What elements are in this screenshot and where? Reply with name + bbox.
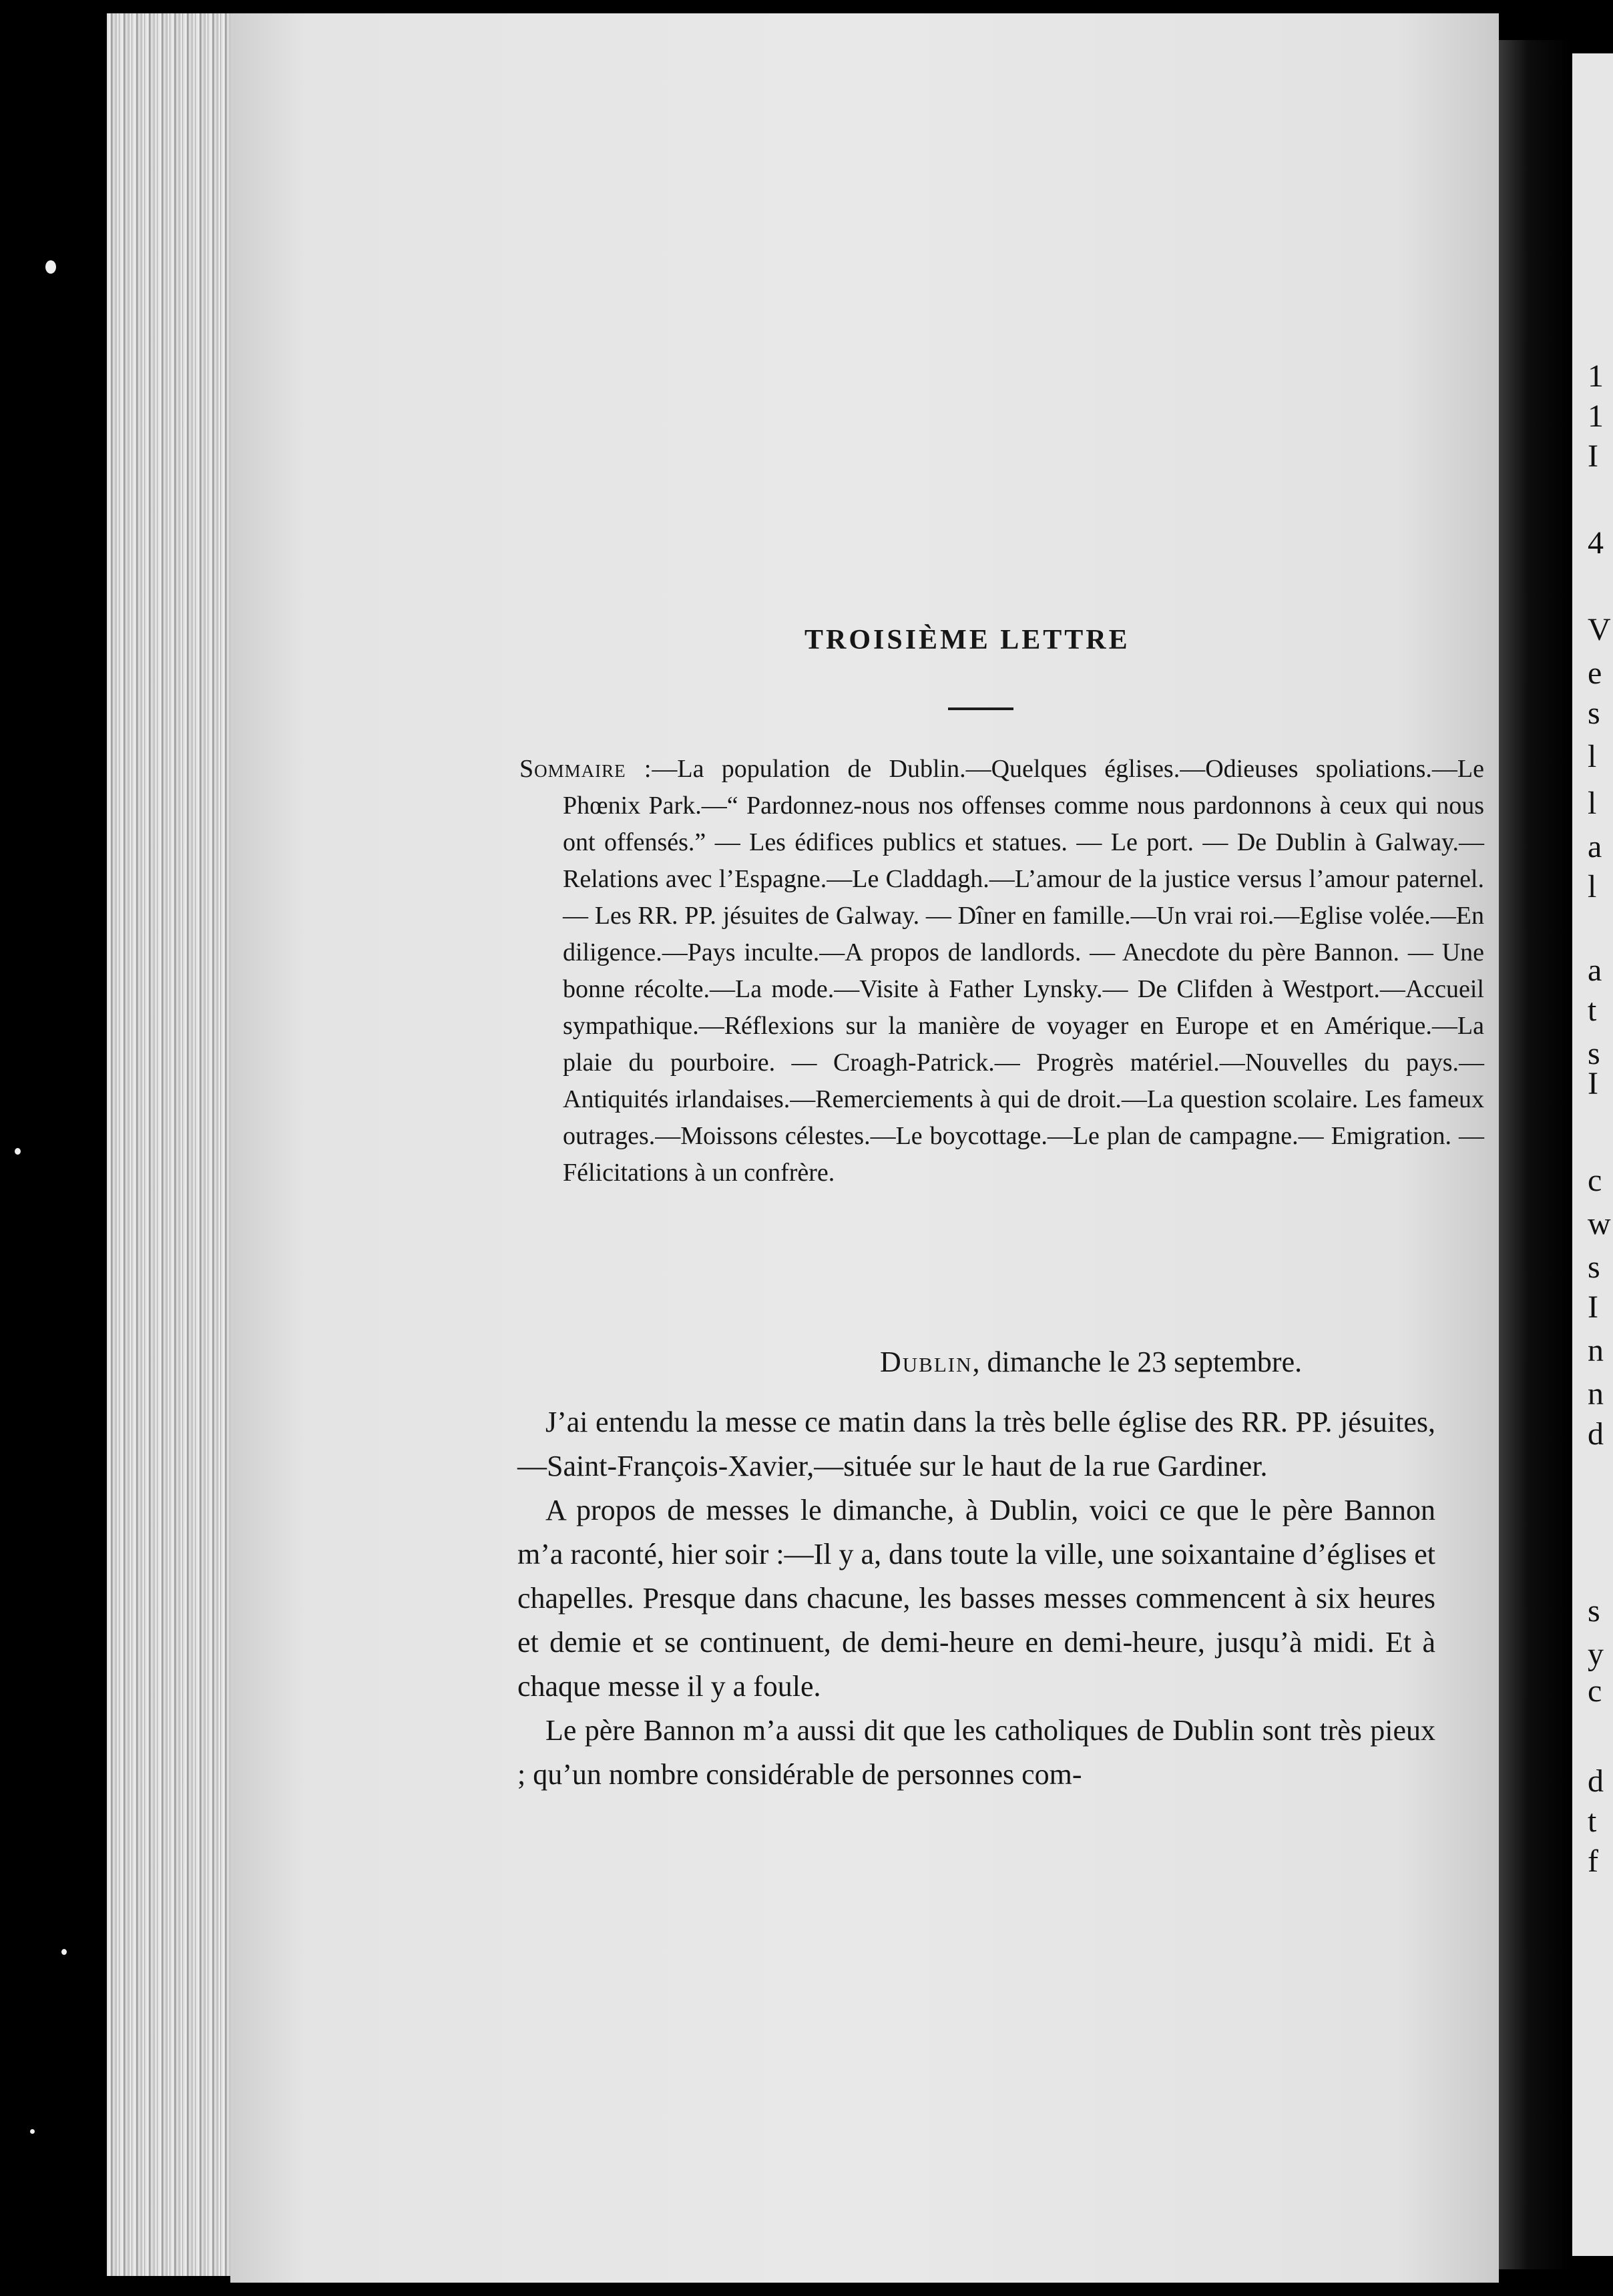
next-page-glyph: y — [1588, 1637, 1604, 1672]
next-page-glyph: e — [1588, 655, 1602, 691]
next-page-glyph: s — [1588, 1593, 1600, 1629]
next-page-glyph: a — [1588, 952, 1602, 988]
next-page-glyph: c — [1588, 1673, 1602, 1709]
next-page-glyph: l — [1588, 739, 1597, 774]
next-page-glyph: s — [1588, 695, 1600, 731]
summary-text: —La population de Dublin.—Quelques églises.—Odieuses spoliations.—Le Phœnix Park.—“ Pardonnez-nous nos offenses comme nous pardonnons à ceux qui nous ont offensés.” — Les édifices publics et statues. — Le port. — De Dublin à Galway.—Relations avec l’Espagne.—Le Claddagh.—L’amour de la justice versus l’amour paternel.— Les RR. PP. jésuites de Galway. — Dîner en famille.—Un vrai roi.—Eglise volée.—En diligence.—Pays inculte.—A propos de landlords. — Anecdote du père Bannon. — Une bonne récolte.—La mode.—Visite à Father Lynsky.— De Clifden à Westport.—Accueil sympathique.—Réflexions sur la manière de voyager en Europe et en Amérique.—La plaie du pourboire. — Croagh-Patrick.— Progrès matériel.—Nouvelles du pays.—Antiquités irlandaises.—Remerciements à qui de droit.—La question scolaire. Les fameux outrages.—Moissons célestes.—Le boycottage.—Le plan de campagne.— Emigration. —Félicitations à un confrère. — [563, 755, 1484, 1187]
next-page-glyph: t — [1588, 1803, 1597, 1839]
next-page-glyph: 4 — [1588, 525, 1604, 561]
body-paragraph: Le père Bannon m’a aussi dit que les catholiques de Dublin sont très pieux ; qu’un nombre considérable de personnes com- — [517, 1714, 1435, 1791]
summary-label: Sommaire : — [519, 755, 652, 783]
dust-speck — [45, 260, 56, 274]
next-page-glyph: 1 — [1588, 398, 1604, 434]
dateline-city: Dublin — [880, 1346, 973, 1378]
next-page-glyph: l — [1588, 786, 1597, 821]
next-page-glyph: I — [1588, 439, 1598, 474]
letter-body — [517, 1400, 1435, 1797]
body-paragraph: A propos de messes le dimanche, à Dublin, voici ce que le père Bannon m’a raconté, hier soir :—Il y a, dans toute la ville, une soixantaine d’églises et chapelles. Presque dans chacune, les basses messes commencent à six heures et demie et se continuent, de demi-heure en demi-heure, jusqu’à midi. Et à chaque messe il y a foule. — [517, 1494, 1435, 1703]
next-page-glyph: d — [1588, 1416, 1604, 1452]
next-page-glyph: d — [1588, 1763, 1604, 1799]
next-page-glyph: n — [1588, 1333, 1604, 1368]
next-page-glyph: V — [1588, 612, 1611, 647]
next-page-glyph: s — [1588, 1249, 1600, 1285]
chapter-summary — [519, 751, 1484, 1191]
dust-speck — [30, 2129, 35, 2134]
next-page-glyph: t — [1588, 992, 1597, 1028]
next-page-glyph: l — [1588, 869, 1597, 904]
next-page-glyph: I — [1588, 1289, 1598, 1325]
next-page-glyph: f — [1588, 1843, 1598, 1879]
body-paragraph: J’ai entendu la messe ce matin dans la très belle église des RR. PP. jésuites,—Saint-François-Xavier,—située sur le haut de la rue Gardiner. — [517, 1406, 1435, 1482]
next-page-glyph: s — [1588, 1036, 1600, 1071]
next-page-glyph: w — [1588, 1206, 1611, 1241]
next-page-glyph: a — [1588, 829, 1602, 864]
dateline — [880, 1345, 1302, 1379]
gutter-shadow — [1499, 40, 1572, 2269]
dust-speck — [15, 1148, 21, 1155]
next-page-glyph: I — [1588, 1066, 1598, 1101]
next-page-glyph: c — [1588, 1163, 1602, 1198]
book-page-edges — [107, 13, 234, 2276]
next-page-glyph: 1 — [1588, 358, 1604, 394]
chapter-title: TROISIÈME LETTRE — [804, 625, 1130, 655]
next-page-glyph: n — [1588, 1376, 1604, 1412]
title-rule — [948, 707, 1013, 710]
dust-speck — [61, 1949, 67, 1955]
dateline-date: , dimanche le 23 septembre. — [972, 1346, 1303, 1378]
